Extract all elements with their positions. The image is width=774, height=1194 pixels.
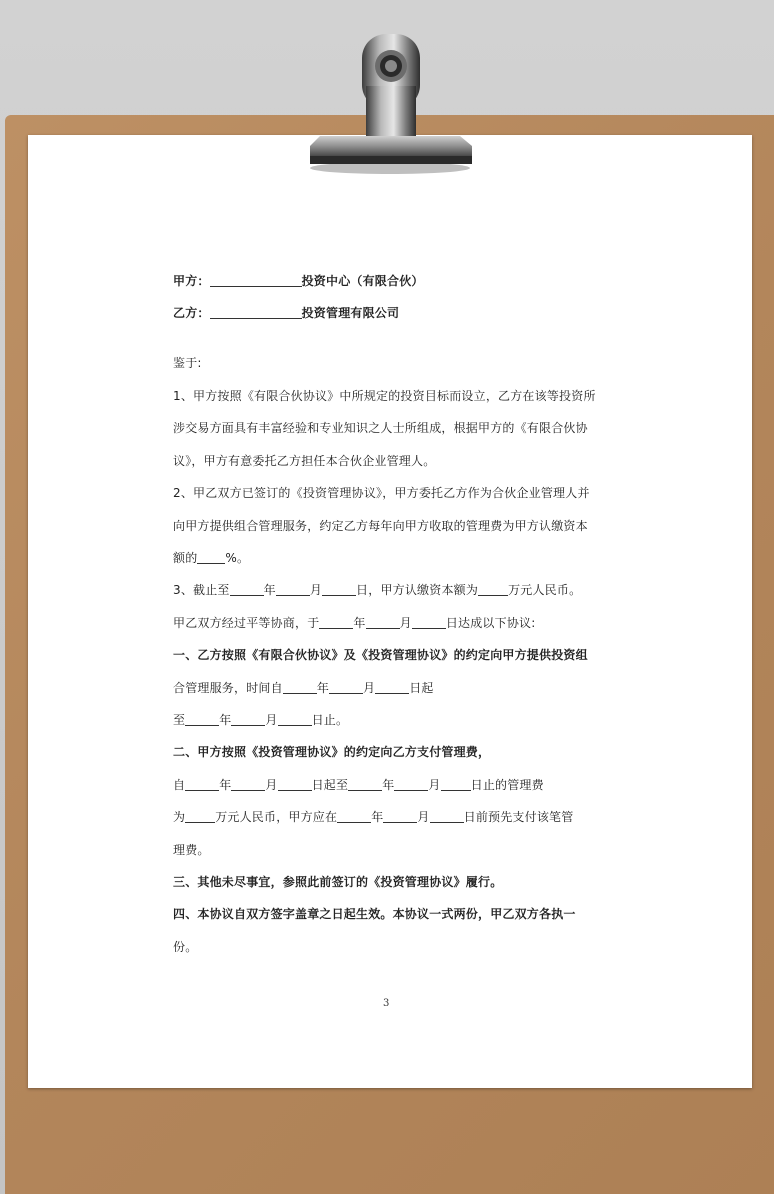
blank bbox=[197, 551, 225, 564]
blank bbox=[210, 274, 302, 287]
clause-line: 至 年 月 日止。 bbox=[173, 713, 349, 727]
blank bbox=[430, 810, 464, 823]
blank bbox=[185, 778, 219, 791]
blank bbox=[230, 583, 264, 596]
blank bbox=[276, 583, 310, 596]
party-b-line: 乙方： 投资管理有限公司 bbox=[173, 306, 400, 320]
blank bbox=[185, 713, 219, 726]
blank bbox=[394, 778, 428, 791]
blank bbox=[478, 583, 508, 596]
clause-line: 2、甲乙双方已签订的《投资管理协议》，甲方委托乙方作为合伙企业管理人并 bbox=[173, 486, 590, 500]
blank bbox=[231, 713, 265, 726]
blank bbox=[322, 583, 356, 596]
clause-line: 四、本协议自双方签字盖章之日起生效。本协议一式两份，甲乙双方各执一 bbox=[173, 907, 576, 921]
blank bbox=[278, 713, 312, 726]
blank bbox=[231, 778, 265, 791]
clause-line: 一、乙方按照《有限合伙协议》及《投资管理协议》的约定向甲方提供投资组 bbox=[173, 648, 588, 662]
blank bbox=[375, 681, 409, 694]
page-number: 3 bbox=[383, 998, 390, 1009]
clause-line: 涉交易方面具有丰富经验和专业知识之人士所组成，根据甲方的《有限合伙协 bbox=[173, 421, 588, 435]
clause-line: 自 年 月 日起至 年 月 日止的管理费 bbox=[173, 778, 544, 792]
clause-line: 二、甲方按照《投资管理协议》的约定向乙方支付管理费， bbox=[173, 745, 491, 759]
clause-line: 甲乙双方经过平等协商，于 年 月 日达成以下协议: bbox=[173, 616, 536, 630]
blank bbox=[441, 778, 471, 791]
blank bbox=[319, 616, 353, 629]
clause-line: 理费。 bbox=[173, 843, 210, 857]
blank bbox=[329, 681, 363, 694]
blank bbox=[283, 681, 317, 694]
party-a-line: 甲方： 投资中心（有限合伙） bbox=[173, 274, 424, 288]
blank bbox=[383, 810, 417, 823]
blank bbox=[210, 306, 302, 319]
clause-line: 份。 bbox=[173, 940, 198, 954]
blank bbox=[278, 778, 312, 791]
blank bbox=[412, 616, 446, 629]
blank bbox=[366, 616, 400, 629]
clause-line: 议》，甲方有意委托乙方担任本合伙企业管理人。 bbox=[173, 454, 436, 468]
document-page bbox=[28, 135, 752, 1088]
blank bbox=[337, 810, 371, 823]
clause-line: 合管理服务，时间自 年 月 日起 bbox=[173, 681, 434, 695]
clause-line: 1、甲方按照《有限合伙协议》中所规定的投资目标而设立，乙方在该等投资所 bbox=[173, 389, 596, 403]
clause-line: 3、截止至 年 月 日，甲方认缴资本额为 万元人民币。 bbox=[173, 583, 582, 597]
blank bbox=[348, 778, 382, 791]
blank bbox=[185, 810, 215, 823]
whereas-line: 鉴于: bbox=[173, 356, 202, 370]
clause-line: 额的 %。 bbox=[173, 551, 250, 565]
clause-line: 三、其他未尽事宜，参照此前签订的《投资管理协议》履行。 bbox=[173, 875, 503, 889]
clause-line: 为 万元人民币，甲方应在 年 月 日前预先支付该笔管 bbox=[173, 810, 574, 824]
clause-line: 向甲方提供组合管理服务，约定乙方每年向甲方收取的管理费为甲方认缴资本 bbox=[173, 519, 588, 533]
binder-clip-icon bbox=[300, 28, 480, 178]
